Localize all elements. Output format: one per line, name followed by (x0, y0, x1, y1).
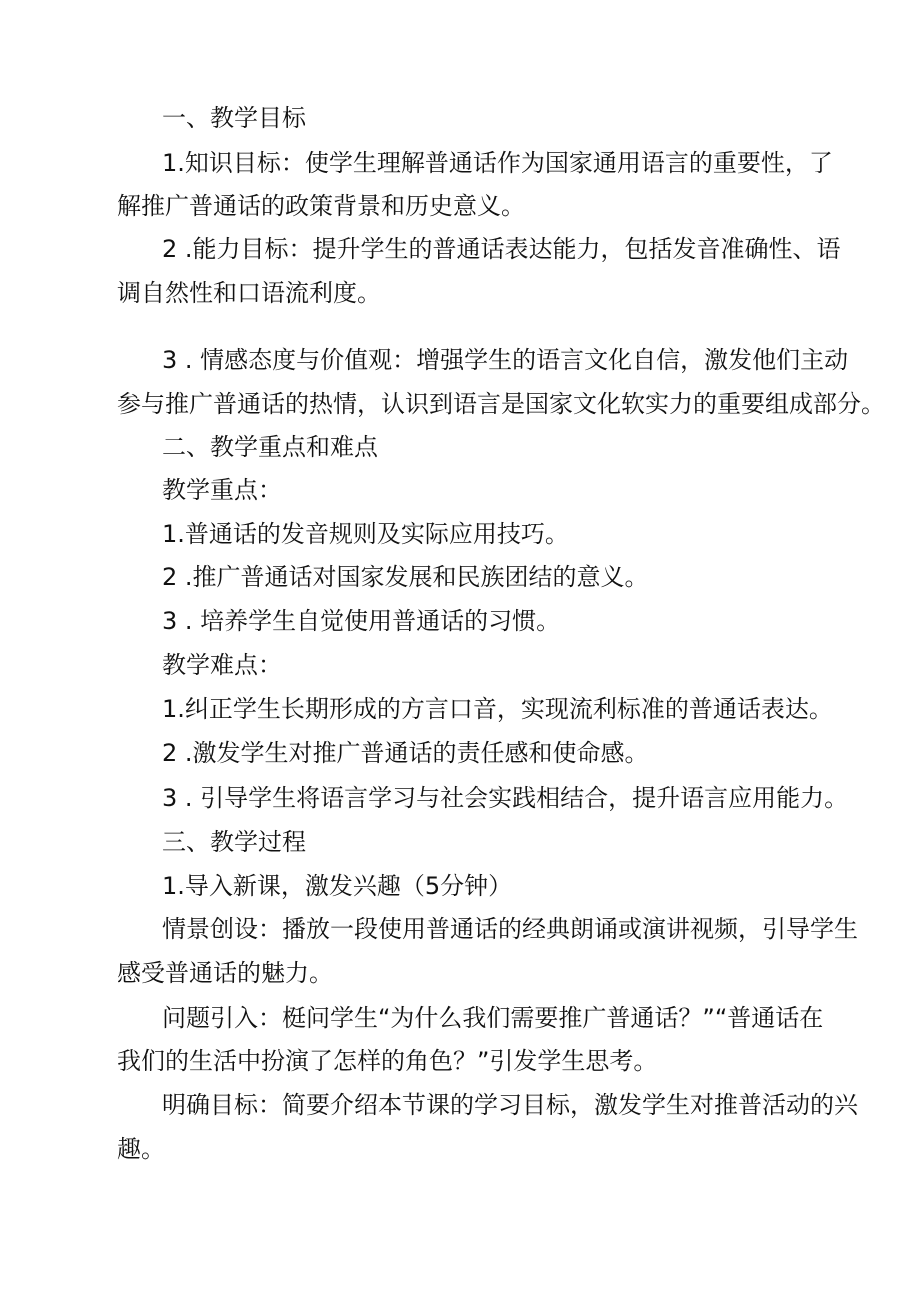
difficult-point-item: 3 . 引导学生将语言学习与社会实践相结合，提升语言应用能力。 (162, 784, 849, 812)
goal-ability-line1: 2 .能力目标：提升学生的普通话表达能力，包括发音准确性、语 (162, 235, 841, 263)
section-heading-teaching-process: 三、教学过程 (162, 828, 306, 856)
goal-knowledge-line1: 1.知识目标：使学生理解普通话作为国家通用语言的重要性，了 (162, 149, 833, 177)
difficult-point-item: 1.纠正学生长期形成的方言口音，实现流利标准的普通话表达。 (162, 695, 833, 723)
scene-setting-line2: 感受普通话的魅力。 (117, 959, 333, 987)
goal-knowledge-line2: 解推广普通话的政策背景和历史意义。 (117, 192, 525, 220)
goal-emotion-line2: 参与推广普通话的热情，认识到语言是国家文化软实力的重要组成部分。 (117, 390, 885, 418)
clarify-goal-line1: 明确目标：简要介绍本节课的学习目标，激发学生对推普活动的兴 (162, 1091, 858, 1119)
goal-ability-line2: 调自然性和口语流利度。 (117, 279, 381, 307)
question-intro-line1: 问题引入：梃问学生“为什么我们需要推广普通话？”“普通话在 (162, 1004, 824, 1032)
section-heading-teaching-goals: 一、教学目标 (162, 104, 306, 132)
key-points-label: 教学重点： (162, 476, 282, 504)
key-point-item: 1.普通话的发音规则及实际应用技巧。 (162, 520, 569, 548)
scene-setting-line1: 情景创设：播放一段使用普通话的经典朗诵或演讲视频，引导学生 (162, 915, 858, 943)
key-point-item: 2 .推广普通话对国家发展和民族团结的意义。 (162, 563, 649, 591)
clarify-goal-line2: 趣。 (117, 1135, 165, 1163)
section-heading-key-difficult: 二、教学重点和难点 (162, 433, 378, 461)
key-point-item: 3 . 培养学生自觉使用普通话的习惯。 (162, 607, 561, 635)
difficult-points-label: 教学难点： (162, 651, 282, 679)
goal-emotion-line1: 3 . 情感态度与价值观：增强学生的语言文化自信，激发他们主动 (162, 346, 849, 374)
step-intro: 1.导入新课，激发兴趣（5分钟） (162, 872, 513, 900)
difficult-point-item: 2 .激发学生对推广普通话的责任感和使命感。 (162, 739, 649, 767)
question-intro-line2: 我们的生活中扮演了怎样的角色？”引发学生思考。 (117, 1047, 658, 1075)
